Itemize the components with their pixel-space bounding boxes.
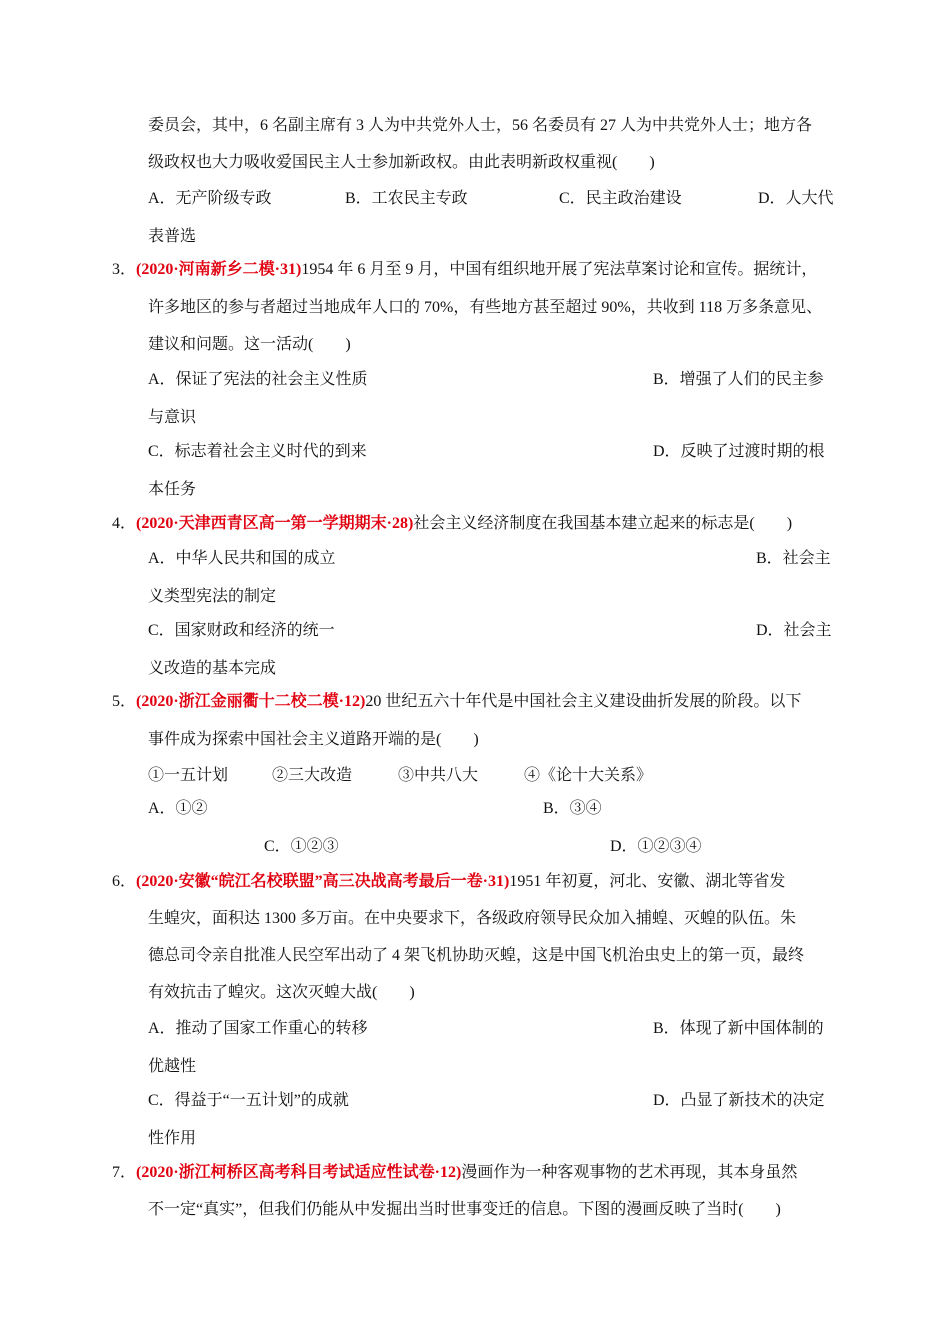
- q5-item: ①一五计划: [148, 767, 229, 784]
- q2-stem-line: 级政权也大力吸收爱国民主人士参加新政权。由此表明新政权重视( ): [148, 154, 655, 171]
- q5-option-c: C．①②③: [264, 838, 339, 855]
- q4-option-d: D．社会主: [756, 622, 832, 639]
- q6-option-d-cont: 性作用: [148, 1130, 197, 1147]
- question-source: (2020·天津西青区高一第一学期期末·28): [136, 515, 414, 532]
- q2-option-b: B．工农民主专政: [345, 190, 468, 207]
- question-number: 3．: [112, 261, 137, 278]
- q3-option-d-cont: 本任务: [148, 481, 197, 498]
- q4-option-c: C．国家财政和经济的统一: [148, 622, 335, 639]
- q6-option-c: C．得益于“一五计划”的成就: [148, 1092, 349, 1109]
- q4-option-b-cont: 义类型宪法的制定: [148, 588, 277, 605]
- q3-option-a: A．保证了宪法的社会主义性质: [148, 371, 368, 388]
- q5-item: ④《论十大关系》: [524, 767, 653, 784]
- q5-header: [112, 692, 801, 712]
- q3-option-b: B．增强了人们的民主参: [653, 371, 824, 388]
- q4-header: [112, 514, 792, 534]
- q6-option-d: D．凸显了新技术的决定: [653, 1092, 825, 1109]
- q3-option-b-cont: 与意识: [148, 409, 197, 426]
- question-number: 6．: [112, 873, 137, 890]
- q7-header: [112, 1163, 797, 1183]
- q7-stem-line: 不一定“真实”，但我们仍能从中发掘出当时世事变迁的信息。下图的漫画反映了当时( ): [148, 1201, 781, 1218]
- q5-stem-line: 事件成为探索中国社会主义道路开端的是( ): [148, 731, 479, 748]
- q3-stem-line: 许多地区的参与者超过当地成年人口的 70%，有些地方甚至超过 90%，共收到 118 万多条意见、: [148, 299, 823, 316]
- q6-stem-line: 德总司令亲自批准人民空军出动了 4 架飞机协助灭蝗，这是中国飞机治虫史上的第一页，最终: [148, 947, 805, 964]
- q6-stem-line: 有效抗击了蝗灾。这次灭蝗大战( ): [148, 984, 415, 1001]
- q3-header: [112, 260, 817, 280]
- q2-option-d: D．人大代: [758, 190, 834, 207]
- q2-option-c: C．民主政治建设: [559, 190, 682, 207]
- question-number: 5．: [112, 693, 137, 710]
- question-source: (2020·浙江柯桥区高考科目考试适应性试卷·12): [136, 1164, 462, 1181]
- q2-stem-line: 委员会，其中，6 名副主席有 3 人为中共党外人士，56 名委员有 27 人为中共党外人士；地方各: [148, 117, 813, 134]
- q3-stem-line: 1954 年 6 月至 9 月，中国有组织地开展了宪法草案讨论和宣传。据统计，: [301, 261, 818, 278]
- question-source: (2020·河南新乡二模·31): [136, 261, 302, 278]
- q5-item: ③中共八大: [398, 767, 479, 784]
- q5-stem-line: 20 世纪五六十年代是中国社会主义建设曲折发展的阶段。以下: [365, 693, 802, 710]
- question-source: (2020·浙江金丽衢十二校二模·12): [136, 693, 366, 710]
- question-number: 7．: [112, 1164, 137, 1181]
- q5-option-d: D．①②③④: [610, 838, 702, 855]
- q3-stem-line: 建议和问题。这一活动( ): [148, 336, 351, 353]
- q7-stem-line: 漫画作为一种客观事物的艺术再现，其本身虽然: [461, 1164, 798, 1181]
- q4-option-a: A．中华人民共和国的成立: [148, 550, 336, 567]
- q2-option-a: A．无产阶级专政: [148, 190, 272, 207]
- q3-option-d: D．反映了过渡时期的根: [653, 443, 825, 460]
- q6-option-b-cont: 优越性: [148, 1058, 197, 1075]
- q3-option-c: C．标志着社会主义时代的到来: [148, 443, 367, 460]
- question-source: (2020·安徽“皖江名校联盟”高三决战高考最后一卷·31): [136, 873, 510, 890]
- q5-item: ②三大改造: [272, 767, 353, 784]
- q6-stem-line: 1951 年初夏，河北、安徽、湖北等省发: [509, 873, 786, 890]
- q6-option-a: A．推动了国家工作重心的转移: [148, 1020, 368, 1037]
- q6-header: [112, 872, 785, 892]
- q4-stem-line: 社会主义经济制度在我国基本建立起来的标志是( ): [413, 515, 793, 532]
- q5-option-a: A．①②: [148, 800, 208, 817]
- q4-option-d-cont: 义改造的基本完成: [148, 660, 277, 677]
- q6-stem-line: 生蝗灾，面积达 1300 多万亩。在中央要求下，各级政府领导民众加入捕蝗、灭蝗的队伍。朱: [148, 910, 797, 927]
- q2-option-d-cont: 表普选: [148, 228, 197, 245]
- q6-option-b: B．体现了新中国体制的: [653, 1020, 824, 1037]
- q4-option-b: B．社会主: [756, 550, 831, 567]
- question-number: 4．: [112, 515, 137, 532]
- q5-option-b: B．③④: [543, 800, 602, 817]
